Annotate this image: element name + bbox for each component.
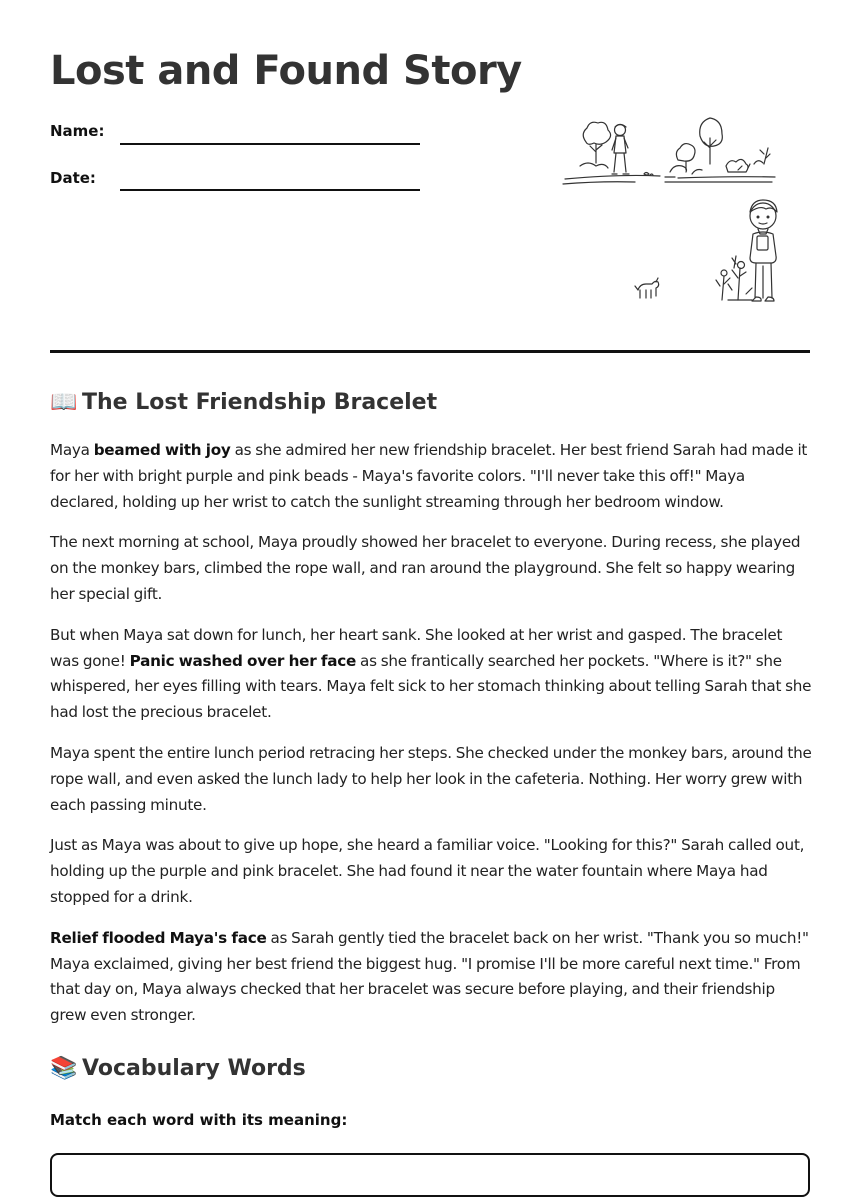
story-text-run: The next morning at school, Maya proudly showed her bracelet to everyone. During recess, she played on the monkey bars, climbed the rope wall, and ran around the playground. She felt so happy wearing her special gift.: [50, 533, 801, 603]
ground-line-lower: [563, 182, 772, 184]
vocab-phrase: Panic washed over her face: [129, 651, 357, 670]
date-label: Date:: [50, 169, 96, 187]
story-heading-text: The Lost Friendship Bracelet: [82, 390, 438, 415]
header-divider: [50, 350, 810, 353]
name-line[interactable]: [120, 143, 420, 145]
story-text-run: But when Maya sat down for lunch, her heart sank. She looked at her wrist and gasped. The bracelet was gone!: [50, 625, 783, 670]
books-icon: 📚: [50, 1056, 78, 1081]
story-text-run: Maya: [50, 441, 94, 459]
boy-holding-card-icon: [750, 200, 777, 301]
boy-walking-icon: [612, 125, 629, 175]
open-book-icon: 📖: [50, 390, 78, 415]
story-paragraph: [50, 926, 812, 1029]
vocabulary-heading: [50, 1056, 306, 1081]
story-text-run: as Sarah gently tied the bracelet back on her wrist. "Thank you so much!" Maya exclaimed, giving her best friend the biggest hug. "I promise I'll be more careful next time." From that day on, Maya always checked that her bracelet was secure before playing, and their friendship grew even stronger.: [50, 928, 809, 1025]
tree-icon: [580, 122, 611, 168]
story-paragraph: [50, 833, 812, 910]
date-line[interactable]: [120, 189, 420, 191]
story-text: [50, 438, 812, 1044]
vocab-phrase: beamed with joy: [93, 441, 231, 459]
vocabulary-instruction: Match each word with its meaning:: [50, 1111, 348, 1129]
park-scene-illustration: [560, 108, 785, 313]
story-text-run: Maya spent the entire lunch period retracing her steps. She checked under the monkey bars, around the rope wall, and even asked the lunch lady to help her look in the cafeteria. Nothing. Her worry grew with each passing minute.: [50, 743, 812, 814]
vocabulary-match-box: [50, 1153, 810, 1197]
name-label: Name:: [50, 122, 105, 140]
story-paragraph: [50, 530, 812, 607]
story-text-run: as she admired her new friendship bracelet. Her best friend Sarah had made it for her with bright purple and pink beads - Maya's favorite colors. "I'll never take this off!" Maya declared, holding up her wrist to catch the sunlight streaming through her bedroom window.: [50, 441, 808, 511]
story-text-run: as she frantically searched her pockets. "Where is it?" she whispered, her eyes filling with tears. Maya felt sick to her stomach thinking about telling Sarah that she had lost the precious bracelet.: [50, 651, 812, 722]
story-heading: [50, 390, 437, 415]
vocab-phrase: Relief flooded Maya's face: [50, 928, 267, 947]
pebbles: [644, 173, 653, 176]
ground-line: [565, 175, 775, 179]
trees-right-icon: [670, 118, 770, 174]
vocabulary-heading-text: Vocabulary Words: [82, 1056, 306, 1081]
dog-icon: [635, 278, 659, 298]
story-text-run: Just as Maya was about to give up hope, she heard a familiar voice. "Looking for this?" Sarah called out, holding up the purple and pink bracelet. She had found it near the water fountain where Maya had stopped for a drink.: [50, 836, 805, 906]
story-paragraph: [50, 741, 812, 818]
story-paragraph: [50, 438, 812, 515]
story-paragraph: [50, 623, 812, 726]
worksheet-title: Lost and Found Story: [50, 48, 522, 94]
